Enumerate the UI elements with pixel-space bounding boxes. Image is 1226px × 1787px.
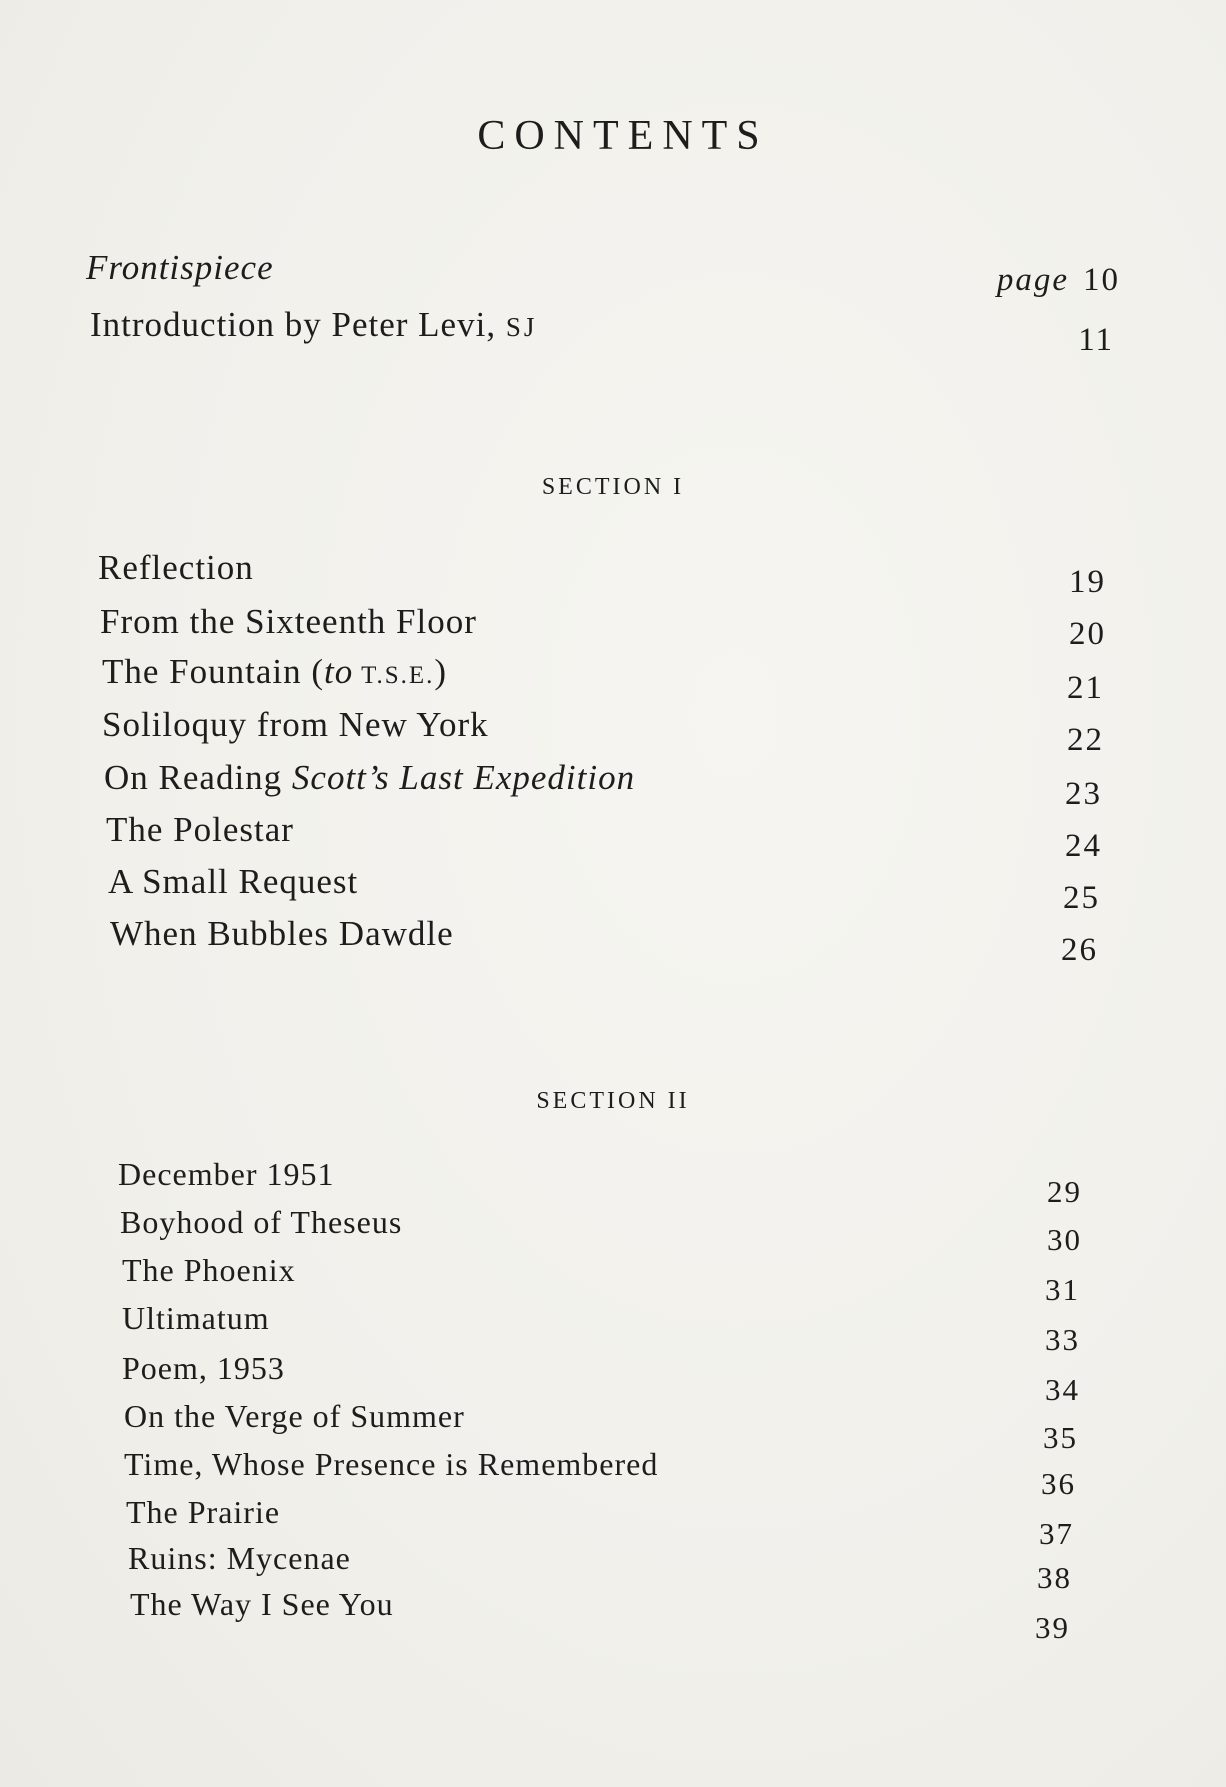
toc-page-number: 39 — [1035, 1610, 1070, 1645]
toc-page-number: 33 — [1045, 1322, 1080, 1357]
toc-entry — [124, 1398, 465, 1435]
toc-entry-introduction — [90, 305, 537, 345]
toc-entry-title: December 1951 — [118, 1156, 335, 1192]
toc-entry — [126, 1494, 280, 1531]
toc-page — [1065, 828, 1102, 865]
toc-page — [1047, 1222, 1082, 1258]
toc-page — [1043, 1420, 1078, 1456]
toc-page-number: 26 — [1061, 932, 1098, 968]
toc-page-number: 31 — [1045, 1272, 1080, 1307]
toc-page — [1037, 1560, 1072, 1596]
section-heading-2: SECTION II — [536, 1088, 690, 1114]
toc-entry-title: When Bubbles Dawdle — [110, 914, 454, 953]
toc-entry-italic: Scott’s Last Expedition — [291, 758, 636, 797]
toc-entry-title: The Fountain ( — [102, 652, 325, 691]
toc-entry — [124, 1446, 658, 1483]
toc-entry — [108, 862, 358, 902]
toc-page-number: 21 — [1067, 670, 1104, 706]
toc-page-number: 37 — [1039, 1516, 1074, 1551]
toc-page-number: 11 — [1078, 322, 1114, 358]
toc-entry-title: On Reading — [104, 758, 292, 797]
toc-page — [1041, 1466, 1076, 1502]
section-heading-1: SECTION I — [541, 474, 685, 500]
toc-entry-title: Reflection — [98, 548, 254, 587]
toc-entry-title: Boyhood of Theseus — [120, 1204, 403, 1240]
toc-entry-end: ) — [434, 652, 448, 691]
toc-page — [1045, 1372, 1080, 1408]
toc-page-frontispiece — [997, 262, 1120, 299]
toc-entry-title: Poem, 1953 — [122, 1350, 285, 1386]
toc-entry — [104, 758, 635, 798]
toc-entry-smallcaps: T.S.E. — [353, 662, 435, 689]
toc-entry-title: Ruins: Mycenae — [128, 1540, 351, 1576]
toc-entry — [130, 1586, 394, 1623]
toc-page-number: 10 — [1083, 262, 1120, 298]
toc-page — [1035, 1610, 1070, 1646]
toc-entry-frontispiece — [86, 248, 274, 288]
toc-entry-title: Frontispiece — [86, 248, 274, 287]
page-title: CONTENTS — [477, 113, 769, 159]
toc-entry — [120, 1204, 402, 1241]
toc-entry — [122, 1300, 270, 1337]
toc-entry-title: Introduction by Peter Levi, — [90, 305, 506, 344]
toc-entry — [102, 705, 489, 745]
toc-entry — [110, 914, 454, 954]
toc-page-number: 36 — [1041, 1466, 1076, 1501]
toc-page — [1065, 776, 1102, 813]
toc-page — [1047, 1174, 1082, 1210]
toc-page-number: 30 — [1047, 1222, 1082, 1257]
toc-entry — [98, 548, 254, 588]
toc-page — [1045, 1322, 1080, 1358]
toc-page-number: 19 — [1069, 564, 1106, 600]
toc-entry — [122, 1350, 285, 1387]
toc-entry — [100, 602, 477, 642]
toc-entry-suffix: SJ — [505, 312, 538, 342]
toc-entry-title: Soliloquy from New York — [102, 705, 489, 744]
toc-page-number: 24 — [1065, 828, 1102, 864]
toc-page-number: 34 — [1045, 1372, 1080, 1407]
toc-entry-title: The Phoenix — [122, 1252, 296, 1288]
toc-page — [1069, 616, 1106, 653]
toc-page — [1061, 932, 1098, 969]
toc-entry-title: The Way I See You — [130, 1586, 394, 1622]
toc-entry-title: From the Sixteenth Floor — [100, 602, 477, 641]
toc-entry-title: Time, Whose Presence is Remembered — [124, 1446, 659, 1482]
toc-page — [1067, 670, 1104, 707]
toc-entry-title: On the Verge of Summer — [124, 1398, 465, 1434]
toc-entry — [102, 652, 447, 692]
toc-entry — [106, 810, 294, 850]
toc-entry — [122, 1252, 296, 1289]
toc-entry-title: The Prairie — [126, 1494, 281, 1530]
toc-page-number: 38 — [1037, 1560, 1072, 1595]
toc-entry-title: A Small Request — [108, 862, 359, 901]
toc-page-number: 29 — [1047, 1174, 1082, 1209]
toc-page — [1069, 564, 1106, 601]
toc-entry — [128, 1540, 351, 1577]
toc-page — [1067, 722, 1104, 759]
toc-page-number: 22 — [1067, 722, 1104, 758]
page-label: page — [996, 262, 1069, 298]
toc-page-number: 23 — [1065, 776, 1102, 812]
toc-page — [1039, 1516, 1074, 1552]
toc-entry-title: Ultimatum — [122, 1300, 270, 1336]
toc-page-introduction — [1078, 322, 1114, 359]
toc-page-number: 25 — [1063, 880, 1100, 916]
toc-page-number: 35 — [1043, 1420, 1078, 1455]
toc-page-number: 20 — [1069, 616, 1106, 652]
toc-entry — [118, 1156, 334, 1193]
toc-entry-italic: to — [324, 652, 354, 691]
toc-page — [1045, 1272, 1080, 1308]
toc-entry-title: The Polestar — [106, 810, 294, 849]
toc-page — [1063, 880, 1100, 917]
